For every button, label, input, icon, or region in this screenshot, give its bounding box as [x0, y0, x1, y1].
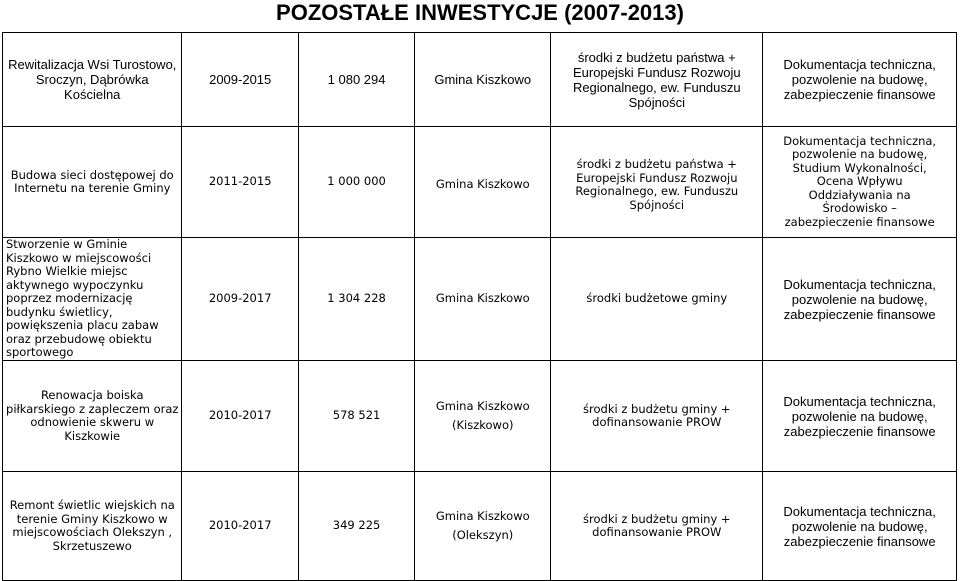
table-row — [3, 472, 957, 581]
project-name-cell: Budowa sieci dostępowej do Internetu na terenie Gminy — [3, 127, 182, 238]
status-cell: Dokumentacja techniczna, pozwolenie na budowę, zabezpieczenie finansowe — [763, 361, 957, 472]
status-cell: Dokumentacja techniczna, pozwolenie na budowę, zabezpieczenie finansowe — [763, 472, 957, 581]
funding-cell: środki z budżetu gminy + dofinansowanie PROW — [551, 472, 763, 581]
project-name-cell: Renowacja boiska piłkarskiego z zapleczem oraz odnowienie skweru w Kiszkowie — [3, 361, 182, 472]
beneficiary-location: (Kiszkowo) — [452, 418, 514, 432]
funding-text: środki z budżetu państwa + Europejski Fundusz Rozwoju Regionalnego, ew. Funduszu Spójności — [575, 157, 739, 212]
table-row — [3, 33, 957, 127]
project-name-cell: Rewitalizacja Wsi Turostowo, Sroczyn, Dąbrówka Kościelna — [3, 33, 182, 127]
status-line: Ocena Wpływu — [816, 174, 903, 189]
investments-table — [2, 32, 957, 581]
beneficiary-cell: Gmina Kiszkowo — [415, 238, 551, 361]
funding-cell: środki z budżetu państwa + Europejski Fundusz Rozwoju Regionalnego, ew. Funduszu Spójności — [551, 33, 763, 127]
table-row — [3, 361, 957, 472]
table-row — [3, 127, 957, 238]
beneficiary-cell — [415, 127, 551, 238]
page-title: POZOSTAŁE INWESTYCJE (2007-2013) — [276, 0, 684, 25]
amount-cell: 349 225 — [298, 472, 414, 581]
beneficiary-location: (Olekszyn) — [452, 528, 514, 542]
period-cell: 2010-2017 — [182, 361, 298, 472]
status-line: Oddziaływania na — [808, 187, 911, 202]
status-cell: Dokumentacja techniczna, pozwolenie na budowę, zabezpieczenie finansowe — [763, 33, 957, 127]
period-cell: 2010-2017 — [182, 472, 298, 581]
period-cell: 2009-2015 — [182, 33, 298, 127]
amount-cell: 1 304 228 — [298, 238, 414, 361]
beneficiary-name: Gmina Kiszkowo — [435, 398, 530, 413]
beneficiary-cell — [415, 472, 551, 581]
beneficiary-cell: Gmina Kiszkowo — [415, 33, 551, 127]
amount-cell: 578 521 — [298, 361, 414, 472]
period-cell: 2009-2017 — [182, 238, 298, 361]
funding-cell: środki budżetowe gminy — [551, 238, 763, 361]
status-line: Studium Wykonalności, — [792, 160, 927, 175]
beneficiary-cell — [415, 361, 551, 472]
status-cell: Dokumentacja techniczna, pozwolenie na budowę, zabezpieczenie finansowe — [763, 238, 957, 361]
period-cell: 2011-2015 — [182, 127, 298, 238]
status-line: Środowisko – — [822, 201, 897, 216]
status-line: pozwolenie na budowę, — [791, 147, 928, 162]
project-name-cell: Stworzenie w Gminie Kiszkowo w miejscowości Rybno Wielkie miejsc aktywnego wypoczynku poprzez modernizację budynku świetlicy, powiększenia placu zabaw oraz przebudowę obiektu sportowego — [3, 238, 182, 361]
table-row — [3, 238, 957, 361]
funding-cell — [551, 127, 763, 238]
amount-cell: 1 000 000 — [298, 127, 414, 238]
beneficiary-name: Gmina Kiszkowo — [435, 508, 530, 523]
beneficiary-name: Gmina Kiszkowo — [435, 177, 530, 192]
funding-cell: środki z budżetu gminy + dofinansowanie PROW — [551, 361, 763, 472]
project-name-cell: Remont świetlic wiejskich na terenie Gminy Kiszkowo w miejscowościach Olekszyn , Skrzetuszewo — [3, 472, 182, 581]
amount-cell: 1 080 294 — [298, 33, 414, 127]
status-cell — [763, 127, 957, 238]
status-line: Dokumentacja techniczna, — [783, 133, 937, 148]
status-line: zabezpieczenie finansowe — [784, 214, 935, 229]
